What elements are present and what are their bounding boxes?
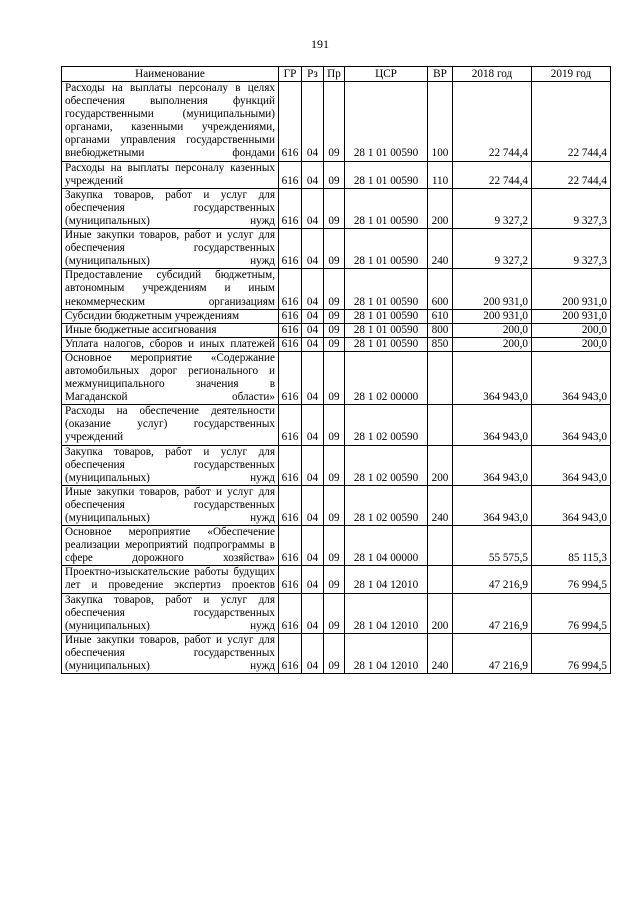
cell-csr: 28 1 04 00000 xyxy=(345,526,428,566)
budget-table xyxy=(61,66,611,674)
cell-rz: 04 xyxy=(302,82,324,162)
table-row xyxy=(62,309,611,323)
col-header-gr: ГР xyxy=(279,67,302,82)
col-header-name: Наименование xyxy=(62,67,279,82)
cell-2018: 22 744,4 xyxy=(453,82,532,162)
cell-pr: 09 xyxy=(324,309,345,323)
cell-pr: 09 xyxy=(324,593,345,633)
cell-vr: 240 xyxy=(428,229,453,269)
cell-2019: 9 327,3 xyxy=(532,188,611,228)
cell-2018: 364 943,0 xyxy=(453,405,532,445)
col-header-rz: Рз xyxy=(302,67,324,82)
table-row xyxy=(62,351,611,404)
cell-2019: 76 994,5 xyxy=(532,593,611,633)
cell-2018: 364 943,0 xyxy=(453,445,532,485)
cell-rz: 04 xyxy=(302,337,324,351)
cell-name: Основное мероприятие «Содержание автомобильных дорог регионального и межмуниципального значения в Магаданской области» xyxy=(62,351,279,404)
cell-vr xyxy=(428,405,453,445)
cell-2019: 76 994,5 xyxy=(532,633,611,673)
table-row xyxy=(62,161,611,188)
table-row xyxy=(62,566,611,593)
table-row xyxy=(62,82,611,162)
table-row xyxy=(62,337,611,351)
cell-2019: 200,0 xyxy=(532,337,611,351)
cell-gr: 616 xyxy=(279,566,302,593)
cell-vr: 100 xyxy=(428,82,453,162)
cell-2018: 47 216,9 xyxy=(453,566,532,593)
cell-vr: 200 xyxy=(428,188,453,228)
cell-2019: 76 994,5 xyxy=(532,566,611,593)
cell-pr: 09 xyxy=(324,633,345,673)
cell-pr: 09 xyxy=(324,161,345,188)
cell-name: Субсидии бюджетным учреждениям xyxy=(62,309,279,323)
cell-vr: 800 xyxy=(428,323,453,337)
cell-vr: 200 xyxy=(428,445,453,485)
table-row xyxy=(62,405,611,445)
cell-name: Закупка товаров, работ и услуг для обеспечения государственных (муниципальных) нужд xyxy=(62,188,279,228)
cell-vr xyxy=(428,566,453,593)
cell-vr: 200 xyxy=(428,593,453,633)
cell-vr: 110 xyxy=(428,161,453,188)
cell-csr: 28 1 01 00590 xyxy=(345,309,428,323)
cell-2018: 9 327,2 xyxy=(453,188,532,228)
cell-pr: 09 xyxy=(324,269,345,309)
cell-2018: 200 931,0 xyxy=(453,269,532,309)
cell-gr: 616 xyxy=(279,161,302,188)
cell-rz: 04 xyxy=(302,566,324,593)
cell-vr xyxy=(428,526,453,566)
cell-pr: 09 xyxy=(324,405,345,445)
cell-gr: 616 xyxy=(279,269,302,309)
cell-pr: 09 xyxy=(324,526,345,566)
cell-rz: 04 xyxy=(302,161,324,188)
cell-gr: 616 xyxy=(279,485,302,525)
cell-gr: 616 xyxy=(279,323,302,337)
cell-gr: 616 xyxy=(279,188,302,228)
cell-vr: 850 xyxy=(428,337,453,351)
cell-name: Расходы на выплаты персоналу казенных учреждений xyxy=(62,161,279,188)
cell-2019: 364 943,0 xyxy=(532,485,611,525)
cell-name: Закупка товаров, работ и услуг для обеспечения государственных (муниципальных) нужд xyxy=(62,593,279,633)
col-header-vr: ВР xyxy=(428,67,453,82)
cell-gr: 616 xyxy=(279,526,302,566)
cell-pr: 09 xyxy=(324,82,345,162)
cell-gr: 616 xyxy=(279,445,302,485)
cell-vr: 610 xyxy=(428,309,453,323)
cell-rz: 04 xyxy=(302,445,324,485)
table-row xyxy=(62,633,611,673)
page-number: 191 xyxy=(311,37,329,51)
cell-csr: 28 1 04 12010 xyxy=(345,593,428,633)
cell-2018: 47 216,9 xyxy=(453,593,532,633)
cell-rz: 04 xyxy=(302,309,324,323)
cell-name: Уплата налогов, сборов и иных платежей xyxy=(62,337,279,351)
cell-name: Расходы на выплаты персоналу в целях обеспечения выполнения функций государственными (муниципальными) органами, казенными учреждениями, органами управления государственными внебюджетными фондами xyxy=(62,82,279,162)
cell-name: Иные закупки товаров, работ и услуг для обеспечения государственных (муниципальных) нужд xyxy=(62,229,279,269)
cell-vr xyxy=(428,351,453,404)
cell-csr: 28 1 01 00590 xyxy=(345,188,428,228)
cell-gr: 616 xyxy=(279,593,302,633)
cell-2018: 47 216,9 xyxy=(453,633,532,673)
cell-vr: 240 xyxy=(428,485,453,525)
cell-2018: 9 327,2 xyxy=(453,229,532,269)
cell-pr: 09 xyxy=(324,337,345,351)
cell-name: Расходы на обеспечение деятельности (оказание услуг) государственных учреждений xyxy=(62,405,279,445)
cell-2019: 364 943,0 xyxy=(532,351,611,404)
table-row xyxy=(62,593,611,633)
cell-csr: 28 1 01 00590 xyxy=(345,269,428,309)
cell-csr: 28 1 02 00590 xyxy=(345,485,428,525)
table-row xyxy=(62,323,611,337)
cell-2019: 364 943,0 xyxy=(532,445,611,485)
cell-pr: 09 xyxy=(324,445,345,485)
cell-2018: 55 575,5 xyxy=(453,526,532,566)
cell-vr: 600 xyxy=(428,269,453,309)
header-row xyxy=(62,67,611,82)
cell-csr: 28 1 02 00590 xyxy=(345,445,428,485)
cell-2019: 85 115,3 xyxy=(532,526,611,566)
cell-name: Основное мероприятие «Обеспечение реализации мероприятий подпрограммы в сфере дорожного хозяйства» xyxy=(62,526,279,566)
cell-name: Закупка товаров, работ и услуг для обеспечения государственных (муниципальных) нужд xyxy=(62,445,279,485)
table-row xyxy=(62,269,611,309)
cell-2019: 200,0 xyxy=(532,323,611,337)
cell-rz: 04 xyxy=(302,526,324,566)
cell-pr: 09 xyxy=(324,566,345,593)
cell-csr: 28 1 02 00000 xyxy=(345,351,428,404)
cell-csr: 28 1 02 00590 xyxy=(345,405,428,445)
cell-2019: 200 931,0 xyxy=(532,269,611,309)
cell-csr: 28 1 04 12010 xyxy=(345,633,428,673)
cell-csr: 28 1 04 12010 xyxy=(345,566,428,593)
cell-2019: 9 327,3 xyxy=(532,229,611,269)
cell-2019: 200 931,0 xyxy=(532,309,611,323)
cell-rz: 04 xyxy=(302,593,324,633)
cell-gr: 616 xyxy=(279,82,302,162)
cell-rz: 04 xyxy=(302,269,324,309)
cell-pr: 09 xyxy=(324,485,345,525)
cell-csr: 28 1 01 00590 xyxy=(345,82,428,162)
cell-pr: 09 xyxy=(324,188,345,228)
cell-rz: 04 xyxy=(302,188,324,228)
cell-2018: 364 943,0 xyxy=(453,351,532,404)
cell-name: Проектно-изыскательские работы будущих лет и проведение экспертиз проектов xyxy=(62,566,279,593)
cell-gr: 616 xyxy=(279,309,302,323)
cell-csr: 28 1 01 00590 xyxy=(345,337,428,351)
cell-rz: 04 xyxy=(302,485,324,525)
cell-name: Иные закупки товаров, работ и услуг для обеспечения государственных (муниципальных) нужд xyxy=(62,633,279,673)
cell-csr: 28 1 01 00590 xyxy=(345,323,428,337)
cell-2018: 364 943,0 xyxy=(453,485,532,525)
cell-2019: 22 744,4 xyxy=(532,161,611,188)
cell-pr: 09 xyxy=(324,323,345,337)
table-row xyxy=(62,526,611,566)
col-header-csr: ЦСР xyxy=(345,67,428,82)
table-row xyxy=(62,485,611,525)
cell-csr: 28 1 01 00590 xyxy=(345,161,428,188)
cell-pr: 09 xyxy=(324,351,345,404)
cell-rz: 04 xyxy=(302,323,324,337)
cell-rz: 04 xyxy=(302,229,324,269)
cell-gr: 616 xyxy=(279,405,302,445)
cell-gr: 616 xyxy=(279,337,302,351)
table-row xyxy=(62,188,611,228)
cell-2018: 200,0 xyxy=(453,337,532,351)
cell-2018: 22 744,4 xyxy=(453,161,532,188)
cell-rz: 04 xyxy=(302,351,324,404)
cell-2018: 200,0 xyxy=(453,323,532,337)
cell-csr: 28 1 01 00590 xyxy=(345,229,428,269)
cell-rz: 04 xyxy=(302,633,324,673)
table-row xyxy=(62,229,611,269)
cell-gr: 616 xyxy=(279,633,302,673)
cell-2019: 22 744,4 xyxy=(532,82,611,162)
col-header-2019: 2019 год xyxy=(532,67,611,82)
cell-name: Иные закупки товаров, работ и услуг для обеспечения государственных (муниципальных) нужд xyxy=(62,485,279,525)
cell-2018: 200 931,0 xyxy=(453,309,532,323)
table-row xyxy=(62,445,611,485)
cell-pr: 09 xyxy=(324,229,345,269)
cell-gr: 616 xyxy=(279,229,302,269)
cell-2019: 364 943,0 xyxy=(532,405,611,445)
cell-gr: 616 xyxy=(279,351,302,404)
cell-rz: 04 xyxy=(302,405,324,445)
cell-name: Предоставление субсидий бюджетным, автономным учреждениям и иным некоммерческим организациям xyxy=(62,269,279,309)
col-header-pr: Пр xyxy=(324,67,345,82)
cell-vr: 240 xyxy=(428,633,453,673)
cell-name: Иные бюджетные ассигнования xyxy=(62,323,279,337)
col-header-2018: 2018 год xyxy=(453,67,532,82)
